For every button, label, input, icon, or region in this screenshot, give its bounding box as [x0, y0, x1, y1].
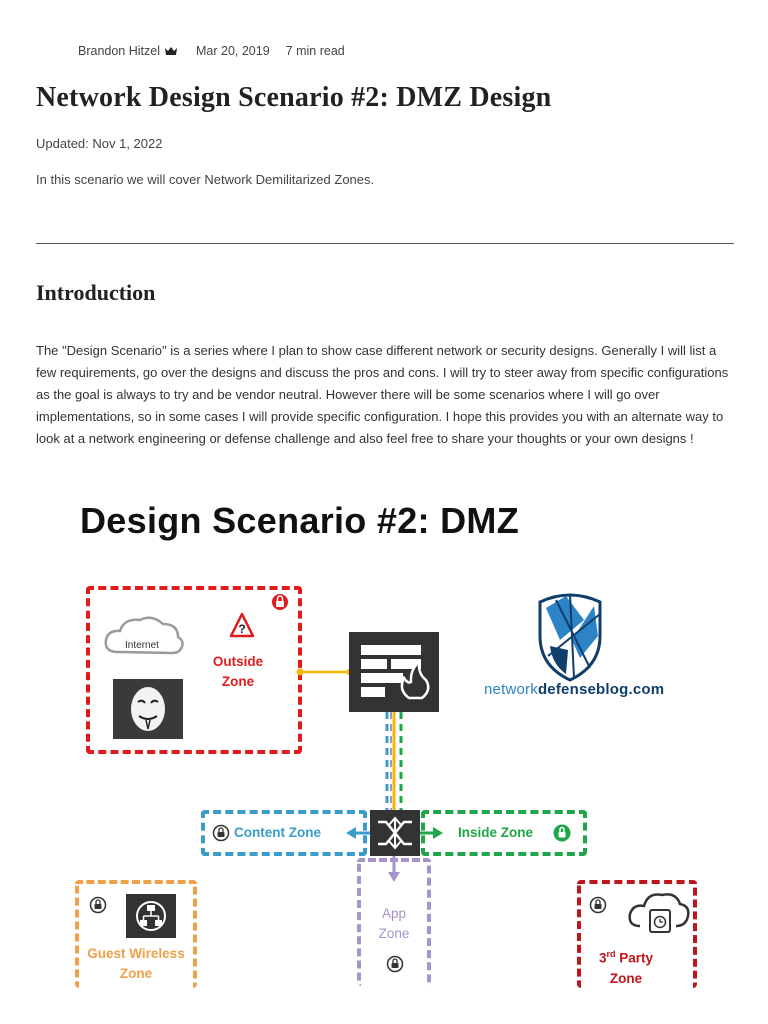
dmz-diagram: [0, 490, 768, 990]
network-hub-icon: [126, 894, 176, 938]
outside-zone-label: Outside Zone: [212, 654, 264, 689]
anonymous-mask-icon: [113, 679, 183, 739]
page-title: Network Design Scenario #2: DMZ Design: [36, 82, 552, 113]
firewall-icon: [349, 632, 439, 712]
section-heading: Introduction: [36, 280, 156, 305]
inside-zone-label: Inside Zone: [458, 825, 534, 840]
author-name[interactable]: Brandon Hitzel: [78, 44, 160, 58]
lock-icon: [388, 957, 403, 972]
post-meta: [78, 44, 345, 58]
lock-icon: [91, 898, 106, 913]
intro-paragraph: The "Design Scenario" is a series where I plan to show case different network or security designs. Generally I will list a few requirements, go over the designs and discuss the pros and cons. I will try to steer away from specific configurations as the goal is always to try and be vendor neutral. However there will be some scenarios where I will go over implementations, so in some cases I will provide specific configuration. I hope this provides you with an alternate way to look at a network engineering or defense challenge and also feel free to share your thoughts or your own designs !: [36, 343, 729, 446]
post-summary: In this scenario we will cover Network Demilitarized Zones.: [36, 172, 375, 187]
content-zone-label: Content Zone: [234, 825, 321, 840]
updated-date: Updated: Nov 1, 2022: [36, 136, 163, 151]
warning-icon: [231, 614, 253, 636]
lock-icon: [272, 594, 288, 610]
crown-icon: [164, 46, 178, 56]
third-party-zone-label: 3rd Party Zone: [598, 949, 654, 986]
post-date: Mar 20, 2019: [196, 44, 270, 58]
lock-icon: [554, 825, 571, 842]
svg-text:?: ?: [238, 622, 246, 636]
lock-icon: [214, 826, 229, 841]
cloud-clock-icon: [630, 894, 689, 932]
lock-icon: [591, 898, 606, 913]
read-time: 7 min read: [285, 44, 345, 58]
diagram-title: Design Scenario #2: DMZ: [80, 500, 520, 541]
shield-logo-icon: [540, 594, 600, 680]
divider: [36, 243, 734, 244]
brand-text: networkdefenseblog.com: [484, 681, 665, 698]
switch-icon: [370, 810, 420, 856]
internet-label: Internet: [125, 640, 159, 651]
guest-zone-label: Guest Wireless Zone: [87, 946, 185, 981]
app-zone-label: App Zone: [378, 906, 410, 941]
